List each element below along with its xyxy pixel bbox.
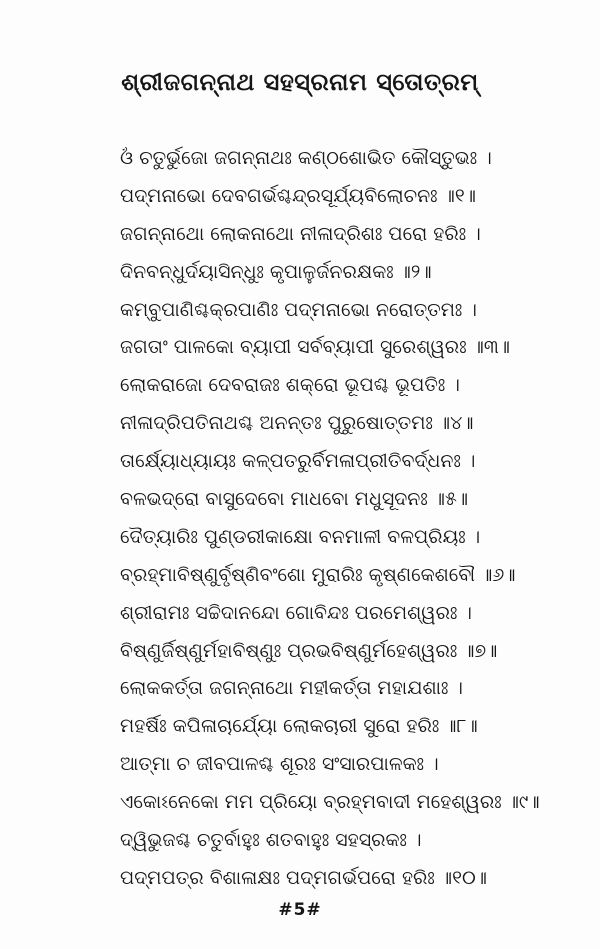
verse-line-11: ଦୈତ୍ୟାରିଃ ପୁଣ୍ଡରୀକାକ୍ଷୋ ବନମାଳୀ ବଳପ୍ରିୟଃ । (120, 525, 481, 548)
verse-line-10: ବଳଭଦ୍ରୋ ବାସୁଦେବୋ ମାଧବୋ ମଧୁସୂଦନଃ ॥୫॥ (120, 488, 469, 511)
verse-line-17: ଆତ୍ମା ଚ ଜୀବପାଳଶ୍ଚ ଶୂରଃ ସଂସାରପାଳକଃ । (120, 753, 439, 776)
verse-line-7: ଲୋକରାଜୋ ଦେବରାଜଃ ଶକ୍ରୋ ଭୂପଶ୍ଚ ଭୂପତିଃ । (120, 374, 460, 397)
verse-line-19: ଦ୍ୱିଭୁଜଶ୍ଚ ଚତୁର୍ବାହୁଃ ଶତବାହୁଃ ସହସ୍ରକଃ । (120, 829, 422, 852)
verse-list (120, 140, 580, 898)
verse-line-1: ଓଁ ଚତୁର୍ଭୁଜୋ ଜଗନ୍ନାଥଃ କଣ୍ଠଶୋଭିତ କୌସ୍ତୁଭଃ । (120, 147, 492, 169)
verse-line-8: ନୀଳାଦ୍ରିପତିନାଥଶ୍ଚ ଅନନ୍ତଃ ପୁରୁଷୋତ୍ତମଃ ॥୪॥ (120, 412, 474, 435)
verse-line-12: ବ୍ରହ୍ମାବିଷ୍ଣୁର୍ବୃଷ୍ଣିବଂଶୋ ମୁରାରିଃ କୃଷ୍ଣକେଶବୌ ॥୬॥ (120, 563, 516, 586)
verse-line-4: ଦିନବନ୍ଧୁର୍ଦୟାସିନ୍ଧୁଃ କୃପାଳୁର୍ଜନରକ୍ଷକଃ ॥୨॥ (120, 260, 432, 283)
verse-line-20: ପଦ୍ମପତ୍ର ବିଶାଳାକ୍ଷଃ ପଦ୍ମଗର୍ଭପରୋ ହରିଃ ॥୧୦॥ (120, 866, 487, 889)
verse-line-6: ଜଗତାଂ ପାଳକୋ ବ୍ୟାପୀ ସର୍ବବ୍ୟାପୀ ସୁରେଶ୍ୱରଃ ॥୩॥ (120, 336, 511, 359)
verse-line-18: ଏକୋଽନେକୋ ମମ ପ୍ରିୟୋ ବ୍ରହ୍ମବାଦୀ ମହେଶ୍ୱରଃ ॥୯॥ (120, 791, 540, 814)
verse-line-2: ପଦ୍ମନାଭୋ ଦେବଗର୍ଭଶ୍ଚନ୍ଦ୍ରସୂର୍ଯ୍ୟବିଲୋଚନଃ ॥୧॥ (120, 184, 476, 207)
verse-line-13: ଶ୍ରୀରାମଃ ସଚ୍ଚିଦାନନ୍ଦୋ ଗୋବିନ୍ଦଃ ପରମେଶ୍ୱରଃ । (120, 601, 472, 624)
verse-line-14: ବିଷ୍ଣୁର୍ଜିଷ୍ଣୁର୍ମହାବିଷ୍ଣୁଃ ପ୍ରଭବିଷ୍ଣୁର୍ମହେଶ୍ୱରଃ ॥୭॥ (120, 639, 498, 662)
verse-line-15: ଲୋକକର୍ତ୍ତା ଜଗନ୍ନାଥୋ ମହୀକର୍ତ୍ତା ମହାଯଶାଃ । (120, 677, 463, 700)
page-number: #5# (278, 900, 322, 920)
verse-line-16: ମହର୍ଷିଃ କପିଳାଚାର୍ଯ୍ୟୋ ଲୋକଚାରୀ ସୁରୋ ହରିଃ ॥୮॥ (120, 715, 478, 738)
verse-line-3: ଜଗନ୍ନାଥୋ ଲୋକନାଥୋ ନୀଳାଦ୍ରିଶଃ ପରୋ ହରିଃ । (120, 222, 481, 245)
page-title: ଶ୍ରୀଜଗନ୍ନାଥ ସହସ୍ରନାମ ସ୍ତୋତ୍ରମ୍ (121, 68, 479, 96)
verse-line-9: ତାର୍କ୍ଷ୍ୟୋଧ୍ୟାୟଃ କଳ୍ପତରୁର୍ବିମଳାପ୍ରୀତିବର୍ଦ୍ଧନଃ । (120, 450, 476, 473)
verse-line-5: କମ୍ବୁପାଣିଶ୍ଚକ୍ରପାଣିଃ ପଦ୍ମନାଭୋ ନରୋତ୍ତମଃ । (120, 298, 477, 321)
